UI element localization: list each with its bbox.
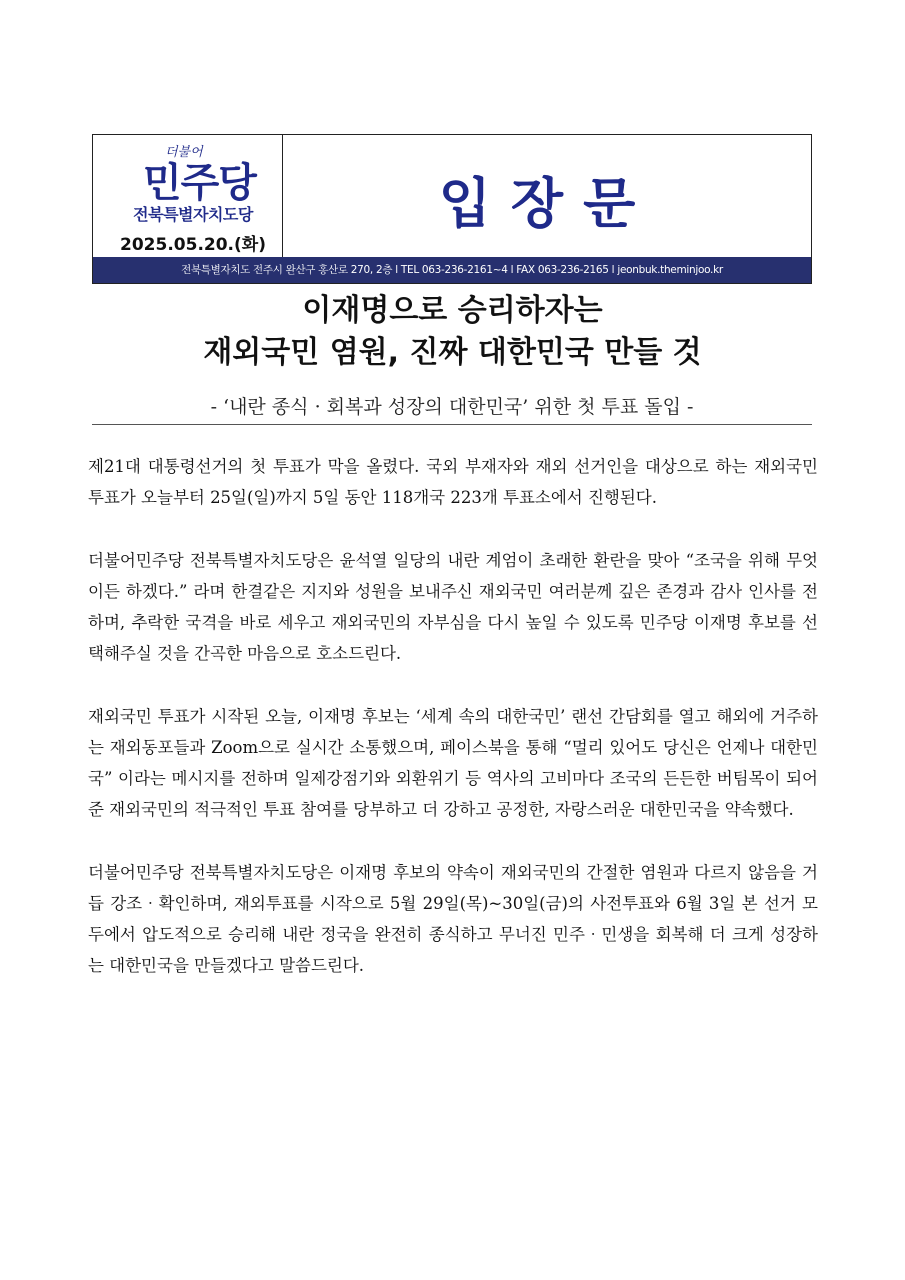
paragraph: 더불어민주당 전북특별자치도당은 이재명 후보의 약속이 재외국민의 간절한 염원과 다르지 않음을 거듭 강조‧확인하며, 재외투표를 시작으로 5월 29일(목)~30일(금)의 사전투표와 6월 3일 본 선거 모두에서 압도적으로 승리해 내란 정국을 완전히 종식하고 무너진 민주‧민생을 회복해 더 크게 성장하는 대한민국을 만들겠다고 말씀드린다. xyxy=(88,863,818,975)
paragraph: 재외국민 투표가 시작된 오늘, 이재명 후보는 ‘세계 속의 대한국민’ 랜선 간담회를 열고 해외에 거주하는 재외동포들과 Zoom으로 실시간 소통했으며, 페이스북을 통해 “멀리 있어도 당신은 언제나 대한민국” 이라는 메시지를 전하며 일제강점기와 외환위기 등 역사의 고비마다 조국의 든든한 버팀목이 되어준 재외국민의 적극적인 투표 참여를 당부하고 더 강하고 공정한, 자랑스러운 대한민국을 약속했다. xyxy=(88,707,818,819)
party-branch: 전북특별자치도당 xyxy=(133,205,253,224)
headline xyxy=(0,290,905,374)
doc-type-title: 입장문 xyxy=(438,172,656,235)
contact-bar: 전북특별자치도 전주시 완산구 홍산로 270, 2층 l TEL 063-236-2161~4 l FAX 063-236-2165 l jeonbuk.theminjoo.kr xyxy=(93,257,811,283)
divider xyxy=(92,424,812,425)
paragraph: 제21대 대통령선거의 첫 투표가 막을 올렸다. 국외 부재자와 재외 선거인을 대상으로 하는 재외국민 투표가 오늘부터 25일(일)까지 5일 동안 118개국 223개 투표소에서 진행된다. xyxy=(88,457,818,507)
party-logo-block xyxy=(93,135,283,257)
paragraph: 더불어민주당 전북특별자치도당은 윤석열 일당의 내란 계엄이 초래한 환란을 맞아 “조국을 위해 무엇이든 하겠다.” 라며 한결같은 지지와 성원을 보내주신 재외국민 여러분께 깊은 존경과 감사 인사를 전하며, 추락한 국격을 바로 세우고 재외국민의 자부심을 다시 높일 수 있도록 민주당 이재명 후보를 선택해주실 것을 간곡한 마음으로 호소드린다. xyxy=(88,551,818,663)
logo-prefix: 더불어 xyxy=(165,145,203,160)
headline-line-2: 재외국민 염원, 진짜 대한민국 만들 것 xyxy=(203,335,702,370)
release-date: 2025.05.20.(화) xyxy=(120,235,266,255)
party-logo: 민주당 xyxy=(143,160,256,206)
doc-type-block xyxy=(283,135,811,257)
body-text xyxy=(88,451,818,1013)
letterhead xyxy=(92,134,812,284)
subtitle: - ‘내란 종식 · 회복과 성장의 대한민국’ 위한 첫 투표 돌입 - xyxy=(210,396,694,418)
headline-line-1: 이재명으로 승리하자는 xyxy=(302,293,603,328)
